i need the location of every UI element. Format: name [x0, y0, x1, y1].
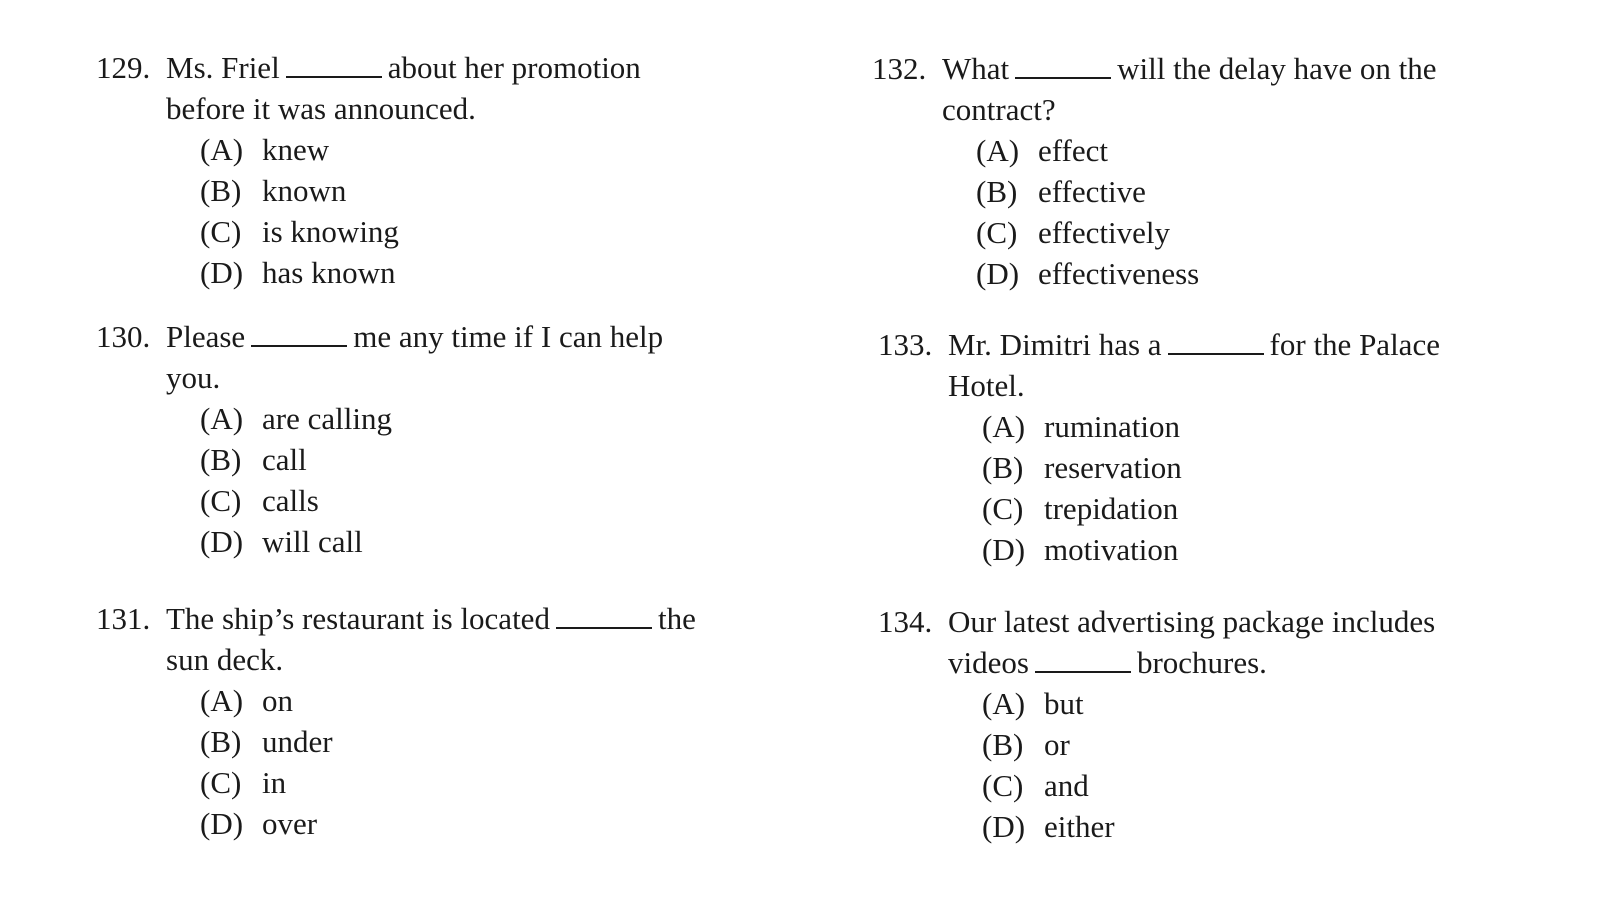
option-a[interactable] [982, 683, 1435, 724]
option-letter: (B) [200, 173, 242, 208]
option-letter: (A) [200, 683, 244, 718]
stem-text: the [657, 601, 696, 636]
option-a[interactable] [200, 398, 663, 439]
option-d[interactable] [200, 803, 696, 844]
option-text: over [262, 806, 318, 841]
stem-continuation: you. [166, 360, 221, 395]
answer-options [96, 680, 696, 844]
option-text: has known [262, 255, 396, 290]
option-letter: (A) [982, 409, 1026, 444]
stem-text: Our latest advertising package includes [948, 604, 1436, 639]
answer-options [872, 130, 1437, 294]
option-text: call [262, 442, 307, 477]
option-letter: (A) [200, 401, 244, 436]
option-letter: (D) [976, 256, 1020, 291]
answer-options [878, 406, 1440, 570]
option-letter: (D) [200, 524, 244, 559]
stem-continuation: contract? [942, 92, 1056, 127]
option-d[interactable] [200, 252, 641, 293]
option-letter: (A) [982, 686, 1026, 721]
option-b[interactable] [200, 721, 696, 762]
option-c[interactable] [976, 212, 1437, 253]
answer-blank [286, 54, 382, 78]
option-text: or [1044, 727, 1070, 762]
option-text: effect [1038, 133, 1108, 168]
question-stem [96, 47, 641, 88]
option-c[interactable] [200, 762, 696, 803]
question-132 [872, 48, 1437, 294]
option-b[interactable] [200, 170, 641, 211]
question-129 [96, 47, 641, 293]
question-stem [878, 601, 1435, 642]
option-text: will call [262, 524, 363, 559]
stem-text: will the delay have on the [1117, 51, 1437, 86]
option-d[interactable] [200, 521, 663, 562]
option-letter: (C) [200, 765, 242, 800]
option-letter: (D) [982, 532, 1026, 567]
option-text: knew [262, 132, 330, 167]
option-text: and [1044, 768, 1089, 803]
option-b[interactable] [200, 439, 663, 480]
answer-blank [251, 323, 347, 347]
question-number: 132. [872, 51, 927, 86]
answer-blank [556, 605, 652, 629]
option-d[interactable] [982, 806, 1435, 847]
option-letter: (C) [982, 768, 1024, 803]
option-text: under [262, 724, 333, 759]
option-text: effectively [1038, 215, 1170, 250]
stem-continuation: sun deck. [166, 642, 284, 677]
option-letter: (C) [976, 215, 1018, 250]
answer-blank [1015, 55, 1111, 79]
option-letter: (B) [982, 450, 1024, 485]
stem-continuation [878, 642, 1435, 683]
option-text: calls [262, 483, 319, 518]
option-text: effectiveness [1038, 256, 1200, 291]
option-letter: (D) [982, 809, 1026, 844]
option-letter: (A) [200, 132, 244, 167]
option-b[interactable] [982, 724, 1435, 765]
option-c[interactable] [982, 765, 1435, 806]
option-letter: (B) [982, 727, 1024, 762]
option-letter: (A) [976, 133, 1020, 168]
option-letter: (C) [200, 214, 242, 249]
option-a[interactable] [976, 130, 1437, 171]
question-133 [878, 324, 1440, 570]
stem-text: me any time if I can help [353, 319, 664, 354]
option-c[interactable] [982, 488, 1440, 529]
stem-text: Mr. Dimitri has a [948, 327, 1162, 362]
option-letter: (B) [976, 174, 1018, 209]
option-c[interactable] [200, 480, 663, 521]
option-text: in [262, 765, 287, 800]
option-letter: (B) [200, 724, 242, 759]
answer-options [96, 129, 641, 293]
question-number: 134. [878, 604, 933, 639]
option-text: is knowing [262, 214, 399, 249]
option-b[interactable] [976, 171, 1437, 212]
question-number: 133. [878, 327, 933, 362]
option-c[interactable] [200, 211, 641, 252]
option-letter: (D) [200, 255, 244, 290]
question-number: 130. [96, 319, 151, 354]
option-text: either [1044, 809, 1115, 844]
option-a[interactable] [982, 406, 1440, 447]
option-d[interactable] [982, 529, 1440, 570]
option-text: but [1044, 686, 1084, 721]
question-stem [878, 324, 1440, 365]
option-text: trepidation [1044, 491, 1179, 526]
question-number: 131. [96, 601, 151, 636]
question-131 [96, 598, 696, 844]
option-letter: (B) [200, 442, 242, 477]
option-letter: (D) [200, 806, 244, 841]
option-a[interactable] [200, 129, 641, 170]
option-text: effective [1038, 174, 1146, 209]
stem-continuation: Hotel. [948, 368, 1025, 403]
option-b[interactable] [982, 447, 1440, 488]
question-stem [96, 316, 663, 357]
answer-options [96, 398, 663, 562]
stem-text: The ship’s restaurant is located [166, 601, 550, 636]
option-text: rumination [1044, 409, 1181, 444]
answer-blank [1035, 649, 1131, 673]
answer-blank [1168, 331, 1264, 355]
stem-text: about her promotion [387, 50, 641, 85]
option-text: reservation [1044, 450, 1182, 485]
stem-text: Please [166, 319, 246, 354]
question-130 [96, 316, 663, 562]
option-text: on [262, 683, 293, 718]
question-stem [96, 598, 696, 639]
stem-text: videos [948, 645, 1029, 680]
question-number: 129. [96, 50, 151, 85]
option-letter: (C) [200, 483, 242, 518]
stem-text: brochures. [1136, 645, 1267, 680]
answer-options [878, 683, 1435, 847]
option-a[interactable] [200, 680, 696, 721]
option-text: are calling [262, 401, 392, 436]
stem-text: Ms. Friel [166, 50, 280, 85]
option-text: motivation [1044, 532, 1179, 567]
option-letter: (C) [982, 491, 1024, 526]
stem-continuation: before it was announced. [166, 91, 476, 126]
stem-text: What [942, 51, 1010, 86]
question-stem [872, 48, 1437, 89]
question-134 [878, 601, 1435, 847]
stem-text: for the Palace [1269, 327, 1440, 362]
option-d[interactable] [976, 253, 1437, 294]
option-text: known [262, 173, 347, 208]
